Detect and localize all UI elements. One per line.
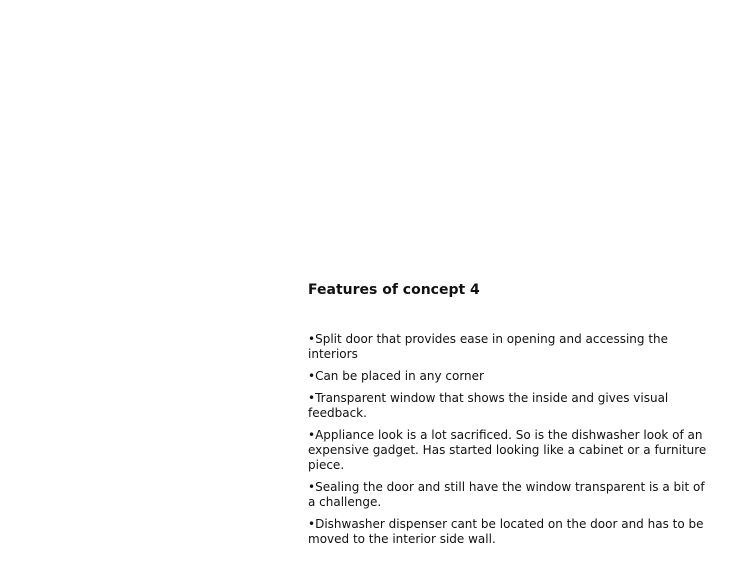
slide-title: Features of concept 4 [308,282,480,298]
feature-item: •Transparent window that shows the inside and gives visual feedback. [308,391,669,420]
feature-item: •Dishwasher dispenser cant be located on the door and has to be moved to the interior side wall. [308,517,704,546]
feature-item: •Split door that provides ease in opening and accessing the interiors [308,332,669,361]
slide-content [308,281,708,554]
feature-item: •Appliance look is a lot sacrificed. So is the dishwasher look of an expensive gadget. Has started looking like a cabinet or a furniture piece. [308,428,707,472]
feature-item: •Sealing the door and still have the window transparent is a bit of a challenge. [308,480,705,509]
feature-item: •Can be placed in any corner [308,369,484,383]
feature-list [308,332,708,547]
